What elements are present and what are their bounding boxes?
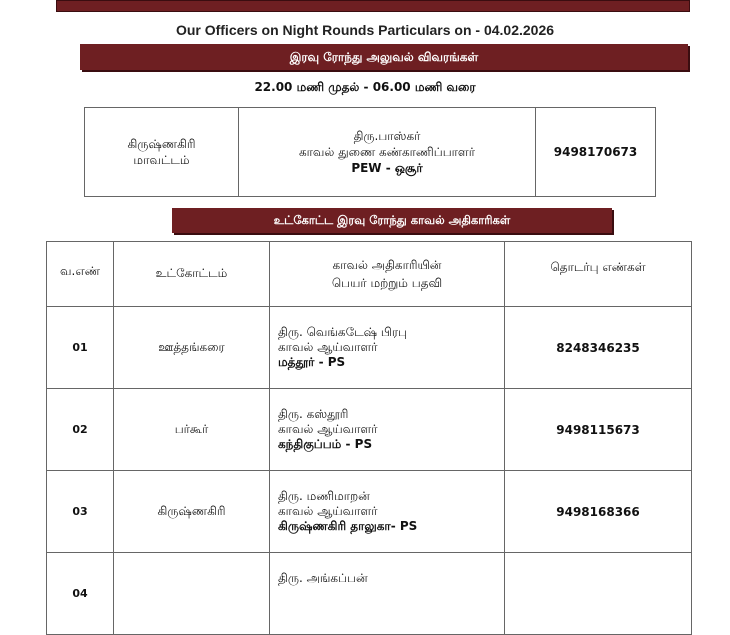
row-officer xyxy=(270,553,505,635)
section-banner-subdivision-officers: உட்கோட்ட இரவு ரோந்து காவல் அதிகாரிகள் xyxy=(172,208,612,233)
district-officer-phone: 9498170673 xyxy=(553,145,638,159)
row-phone: 9498168366 xyxy=(505,471,692,553)
row-officer xyxy=(270,471,505,553)
row-serial-no: 03 xyxy=(47,471,114,553)
row-subdivision: பர்கூர் xyxy=(114,389,270,471)
table-row xyxy=(47,553,692,635)
district-name-cell xyxy=(85,108,239,196)
header-officer-name-line1: காவல் அதிகாரியின் xyxy=(332,258,442,272)
row-officer-station: கிருஷ்ணகிரி தாலுகா- PS xyxy=(278,519,418,533)
row-serial-no: 01 xyxy=(47,307,114,389)
district-name-line2: மாவட்டம் xyxy=(133,153,190,167)
header-officer-name-line2: பெயர் மற்றும் பதவி xyxy=(331,276,443,290)
header-subdivision: உட்கோட்டம் xyxy=(114,242,270,307)
row-officer-station: மத்தூர் - PS xyxy=(278,355,346,369)
district-officer-name: திரு.பாஸ்கர் xyxy=(353,129,421,143)
row-officer-name: திரு. அங்கப்பன் xyxy=(278,571,368,585)
table-header-row xyxy=(47,242,692,307)
row-officer-station: கந்திகுப்பம் - PS xyxy=(278,437,373,451)
table-row xyxy=(47,307,692,389)
time-range: 22.00 மணி முதல் - 06.00 மணி வரை xyxy=(254,80,476,94)
table-row xyxy=(47,471,692,553)
district-officer-cell xyxy=(239,108,536,196)
row-phone: 9498115673 xyxy=(505,389,692,471)
district-officer-table xyxy=(84,107,656,197)
row-serial-no: 02 xyxy=(47,389,114,471)
row-subdivision: ஊத்தங்கரை xyxy=(114,307,270,389)
row-officer-rank: காவல் ஆய்வாளர் xyxy=(278,340,378,354)
page-title: Our Officers on Night Rounds Particulars on - 04.02.2026 xyxy=(175,22,555,38)
header-serial-no: வ.எண் xyxy=(47,242,114,307)
row-officer-name: திரு. வெங்கடேஷ் பிரபு xyxy=(278,325,407,339)
header-officer-name xyxy=(270,242,505,307)
row-officer-rank: காவல் ஆய்வாளர் xyxy=(278,422,378,436)
row-subdivision: கிருஷ்ணகிரி xyxy=(114,471,270,553)
top-banner-bar xyxy=(56,0,690,12)
row-officer xyxy=(270,389,505,471)
row-phone xyxy=(505,553,692,635)
section-banner-night-rounds: இரவு ரோந்து அலுவல் விவரங்கள் xyxy=(80,44,688,70)
row-subdivision xyxy=(114,553,270,635)
officers-table xyxy=(46,241,692,635)
table-row xyxy=(47,389,692,471)
district-officer-rank: காவல் துணை கண்காணிப்பாளர் xyxy=(298,145,475,159)
row-officer-name: திரு. மணிமாறன் xyxy=(278,489,370,503)
district-name-line1: கிருஷ்ணகிரி xyxy=(127,137,196,151)
header-contact-numbers: தொடர்பு எண்கள் xyxy=(505,242,692,307)
row-phone: 8248346235 xyxy=(505,307,692,389)
row-serial-no: 04 xyxy=(47,553,114,635)
row-officer-rank: காவல் ஆய்வாளர் xyxy=(278,504,378,518)
row-officer xyxy=(270,307,505,389)
row-officer-name: திரு. கஸ்தூரி xyxy=(278,407,349,421)
district-officer-station: PEW - ஒசூர் xyxy=(351,161,423,175)
